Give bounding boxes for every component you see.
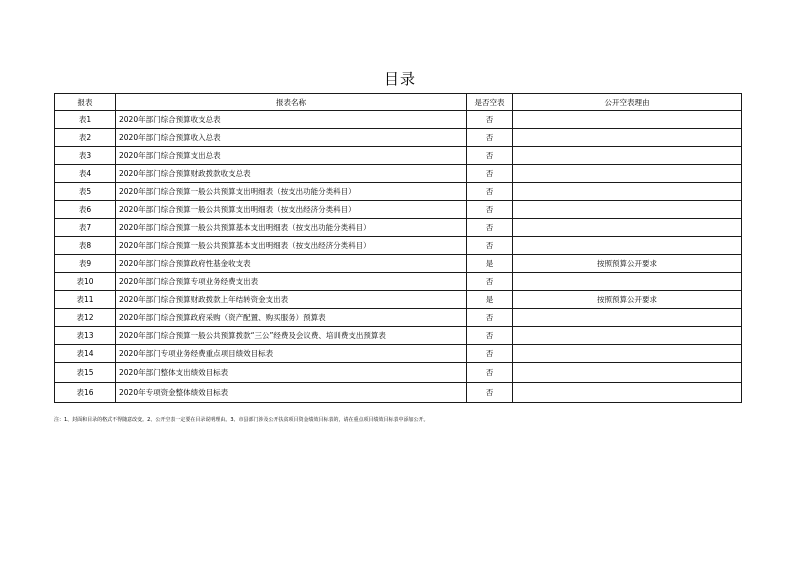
table-row — [55, 219, 742, 237]
table-row — [55, 363, 742, 383]
table-row — [55, 111, 742, 129]
cell-report-name: 2020年部门综合预算政府性基金收支表 — [116, 255, 467, 273]
cell-empty-reason — [513, 201, 742, 219]
cell-empty-reason — [513, 183, 742, 201]
cell-report-name: 2020年部门综合预算收支总表 — [116, 111, 467, 129]
cell-report-no: 表1 — [55, 111, 116, 129]
cell-report-no: 表9 — [55, 255, 116, 273]
cell-report-no: 表12 — [55, 309, 116, 327]
table-row — [55, 255, 742, 273]
cell-is-empty: 否 — [467, 201, 513, 219]
cell-is-empty: 否 — [467, 111, 513, 129]
cell-report-no: 表7 — [55, 219, 116, 237]
cell-empty-reason — [513, 147, 742, 165]
cell-report-name: 2020年部门综合预算一般公共预算支出明细表（按支出经济分类科目） — [116, 201, 467, 219]
table-row — [55, 201, 742, 219]
cell-empty-reason — [513, 129, 742, 147]
table-row — [55, 165, 742, 183]
table-row — [55, 383, 742, 403]
cell-report-no: 表13 — [55, 327, 116, 345]
cell-report-no: 表16 — [55, 383, 116, 403]
cell-report-name: 2020年部门综合预算支出总表 — [116, 147, 467, 165]
cell-report-name: 2020年部门综合预算收入总表 — [116, 129, 467, 147]
cell-report-no: 表11 — [55, 291, 116, 309]
cell-report-name: 2020年部门综合预算一般公共预算基本支出明细表（按支出经济分类科目） — [116, 237, 467, 255]
cell-is-empty: 否 — [467, 309, 513, 327]
table-header-row — [55, 94, 742, 111]
cell-empty-reason — [513, 219, 742, 237]
cell-report-no: 表15 — [55, 363, 116, 383]
cell-is-empty: 否 — [467, 363, 513, 383]
cell-report-name: 2020年部门综合预算一般公共预算拨款“三公”经费及会议费、培训费支出预算表 — [116, 327, 467, 345]
cell-report-name: 2020年部门整体支出绩效目标表 — [116, 363, 467, 383]
cell-report-no: 表5 — [55, 183, 116, 201]
table-body — [55, 111, 742, 403]
table-row — [55, 147, 742, 165]
header-report-no: 报表 — [55, 94, 116, 111]
cell-empty-reason — [513, 165, 742, 183]
cell-empty-reason — [513, 363, 742, 383]
cell-report-name: 2020年部门综合预算一般公共预算基本支出明细表（按支出功能分类科目） — [116, 219, 467, 237]
cell-is-empty: 否 — [467, 383, 513, 403]
cell-empty-reason — [513, 309, 742, 327]
cell-report-no: 表14 — [55, 345, 116, 363]
cell-is-empty: 否 — [467, 165, 513, 183]
table-row — [55, 309, 742, 327]
table-of-contents — [54, 93, 742, 403]
cell-is-empty: 否 — [467, 273, 513, 291]
table-row — [55, 291, 742, 309]
cell-report-no: 表2 — [55, 129, 116, 147]
cell-is-empty: 是 — [467, 255, 513, 273]
cell-empty-reason — [513, 273, 742, 291]
footnote: 注：1、封面和目录的格式不得随意改变。2、公开空表一定要在目录说明理由。3、市县部门涉及公开扶贫项目资金绩效目标表的，请在重点项目绩效目标表中添加公开。 — [54, 417, 429, 423]
page-title: 目录 — [383, 70, 416, 88]
table-row — [55, 237, 742, 255]
header-report-name: 报表名称 — [116, 94, 467, 111]
cell-report-name: 2020年部门综合预算财政拨款上年结转资金支出表 — [116, 291, 467, 309]
cell-empty-reason — [513, 111, 742, 129]
cell-report-no: 表6 — [55, 201, 116, 219]
cell-empty-reason — [513, 383, 742, 403]
table-row — [55, 183, 742, 201]
cell-is-empty: 否 — [467, 219, 513, 237]
cell-report-name: 2020年部门综合预算政府采购（资产配置、购买服务）预算表 — [116, 309, 467, 327]
cell-empty-reason: 按照预算公开要求 — [513, 255, 742, 273]
cell-report-no: 表4 — [55, 165, 116, 183]
cell-empty-reason — [513, 327, 742, 345]
cell-empty-reason: 按照预算公开要求 — [513, 291, 742, 309]
cell-is-empty: 否 — [467, 183, 513, 201]
cell-report-name: 2020年专项资金整体绩效目标表 — [116, 383, 467, 403]
table-row — [55, 327, 742, 345]
cell-is-empty: 是 — [467, 291, 513, 309]
cell-empty-reason — [513, 345, 742, 363]
cell-is-empty: 否 — [467, 147, 513, 165]
cell-is-empty: 否 — [467, 345, 513, 363]
cell-is-empty: 否 — [467, 129, 513, 147]
cell-report-name: 2020年部门专项业务经费重点项目绩效目标表 — [116, 345, 467, 363]
cell-report-no: 表8 — [55, 237, 116, 255]
table-row — [55, 273, 742, 291]
header-is-empty: 是否空表 — [467, 94, 513, 111]
cell-report-no: 表10 — [55, 273, 116, 291]
header-empty-reason: 公开空表理由 — [513, 94, 742, 111]
cell-is-empty: 否 — [467, 237, 513, 255]
cell-report-name: 2020年部门综合预算专项业务经费支出表 — [116, 273, 467, 291]
cell-empty-reason — [513, 237, 742, 255]
cell-report-no: 表3 — [55, 147, 116, 165]
cell-is-empty: 否 — [467, 327, 513, 345]
cell-report-name: 2020年部门综合预算财政拨款收支总表 — [116, 165, 467, 183]
cell-report-name: 2020年部门综合预算一般公共预算支出明细表（按支出功能分类科目） — [116, 183, 467, 201]
table-row — [55, 345, 742, 363]
table-row — [55, 129, 742, 147]
